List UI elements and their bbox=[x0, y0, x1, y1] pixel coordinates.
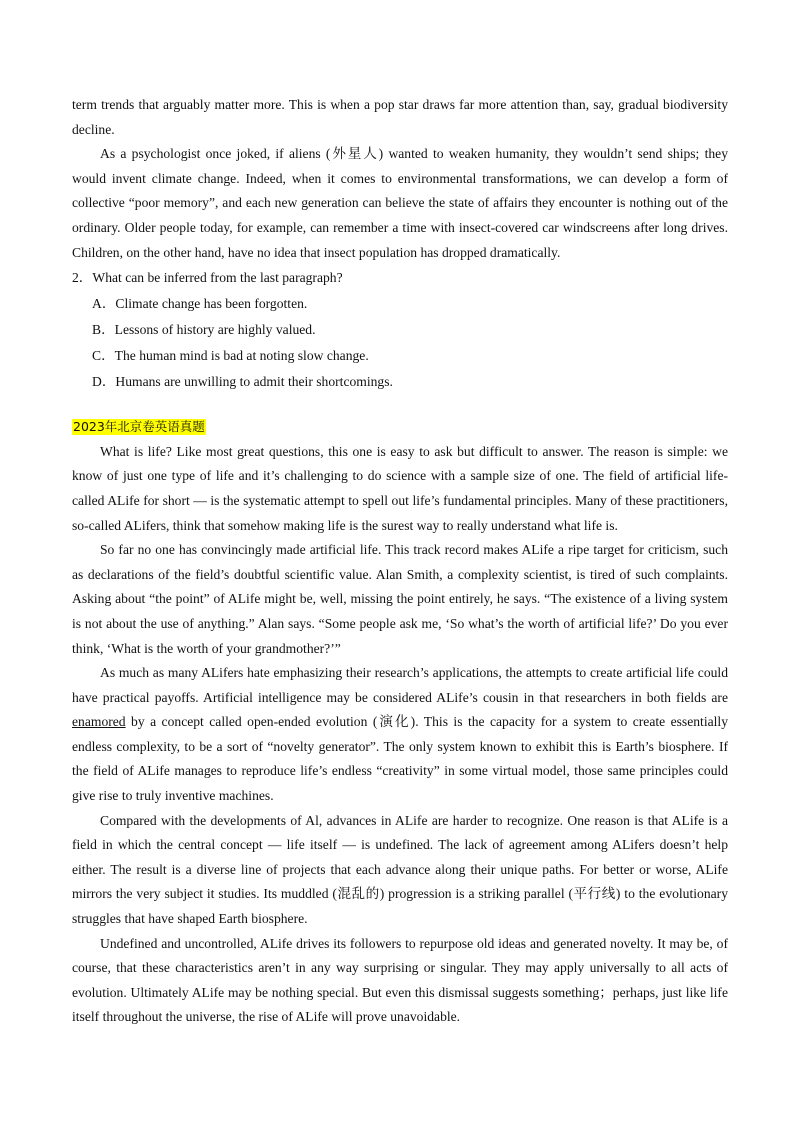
paragraph-3-text-before: As much as many ALifers hate emphasizing their research’s applications, the attempts to create artificial life could have practical payoffs. Artificial intelligence may be considered ALife’s cousin in that researchers in both fields are bbox=[72, 665, 728, 705]
passage2-paragraph-1: What is life? Like most great questions, this one is easy to ask but difficult to answer. The reason is simple: we know of just one type of life and it’s challenging to do science with a sample size of one. The field of artificial life-called ALife for short — is the systematic attempt to spell out life’s fundamental principles. Many of these practitioners, so-called ALifers, think that somehow making life is the surest way to really understand what life is. bbox=[72, 443, 728, 533]
passage2-paragraph-2: So far no one has convincingly made artificial life. This track record makes ALife a ripe target for criticism, such as declarations of the field’s doubtful scientific value. Alan Smith, a complexity scientist, is tired of such complaints. Asking about “the point” of ALife might be, well, missing the point entirely, he says. “The existence of a living system is not about the use of anything.” Alan says. “Some people ask me, ‘So what’s the worth of artificial life?’ Do you ever think, ‘What is the worth of your grandmother?’” bbox=[72, 542, 728, 656]
question-stem: 2．What can be inferred from the last paragraph? bbox=[72, 270, 343, 286]
answer-options bbox=[72, 291, 728, 395]
paragraph-3-text-after: by a concept called open-ended evolution (演化). This is the capacity for a system to create essentially endless complexity, to be a sort of “novelty generator”. The only system known to exhibit this is Earth’s biosphere. If the field of ALife manages to reproduce life’s endless “creativity” in some virtual model, those same principles could give rise to truly inventive machines. bbox=[72, 714, 728, 804]
section-heading: 2023年北京卷英语真题 bbox=[73, 419, 205, 435]
passage1-paragraph-1: term trends that arguably matter more. This is when a pop star draws far more attention than, say, gradual biodiversity decline. bbox=[72, 97, 728, 137]
option-d: D．Humans are unwilling to admit their shortcomings. bbox=[92, 374, 393, 390]
passage2-paragraph-5: Undefined and uncontrolled, ALife drives its followers to repurpose old ideas and generated novelty. It may be, of course, that these characteristics aren’t in any way surprising or singular. They may apply universally to all acts of evolution. Ultimately ALife may be nothing special. But even this dismissal suggests something；perhaps, just like life itself throughout the universe, the rise of ALife will prove unavoidable. bbox=[72, 935, 728, 1025]
section-gap bbox=[72, 395, 728, 415]
option-a: A．Climate change has been forgotten. bbox=[92, 296, 308, 312]
section-heading-row bbox=[72, 415, 728, 440]
passage1-paragraph-2: As a psychologist once joked, if aliens (外星人) wanted to weaken humanity, they wouldn’t send ships; they would invent climate change. Indeed, when it comes to environmental transformations, we can develop a form of collective “poor memory”, and each new generation can believe the state of affairs they encounter is nothing out of the ordinary. Older people today, for example, can remember a time with insect-covered car windscreens after long drives. Children, on the other hand, have no idea that insect population has dropped dramatically. bbox=[72, 146, 728, 260]
document-page bbox=[72, 93, 728, 1030]
passage2-paragraph-4: Compared with the developments of Al, advances in ALife are harder to recognize. One reason is that ALife is a field in which the central concept — life itself — is undefined. The lack of agreement among ALifers doesn’t help either. The result is a diverse line of projects that each advance along their unique paths. For better or worse, ALife mirrors the very subject it studies. Its muddled (混乱的) progression is a striking parallel (平行线) to the evolutionary struggles that have shaped Earth biosphere. bbox=[72, 812, 728, 927]
option-b: B．Lessons of history are highly valued. bbox=[92, 322, 316, 338]
option-c: C．The human mind is bad at noting slow change. bbox=[92, 348, 369, 364]
underlined-word-enamored: enamored bbox=[72, 714, 126, 730]
passage2-paragraph-3 bbox=[72, 661, 728, 809]
